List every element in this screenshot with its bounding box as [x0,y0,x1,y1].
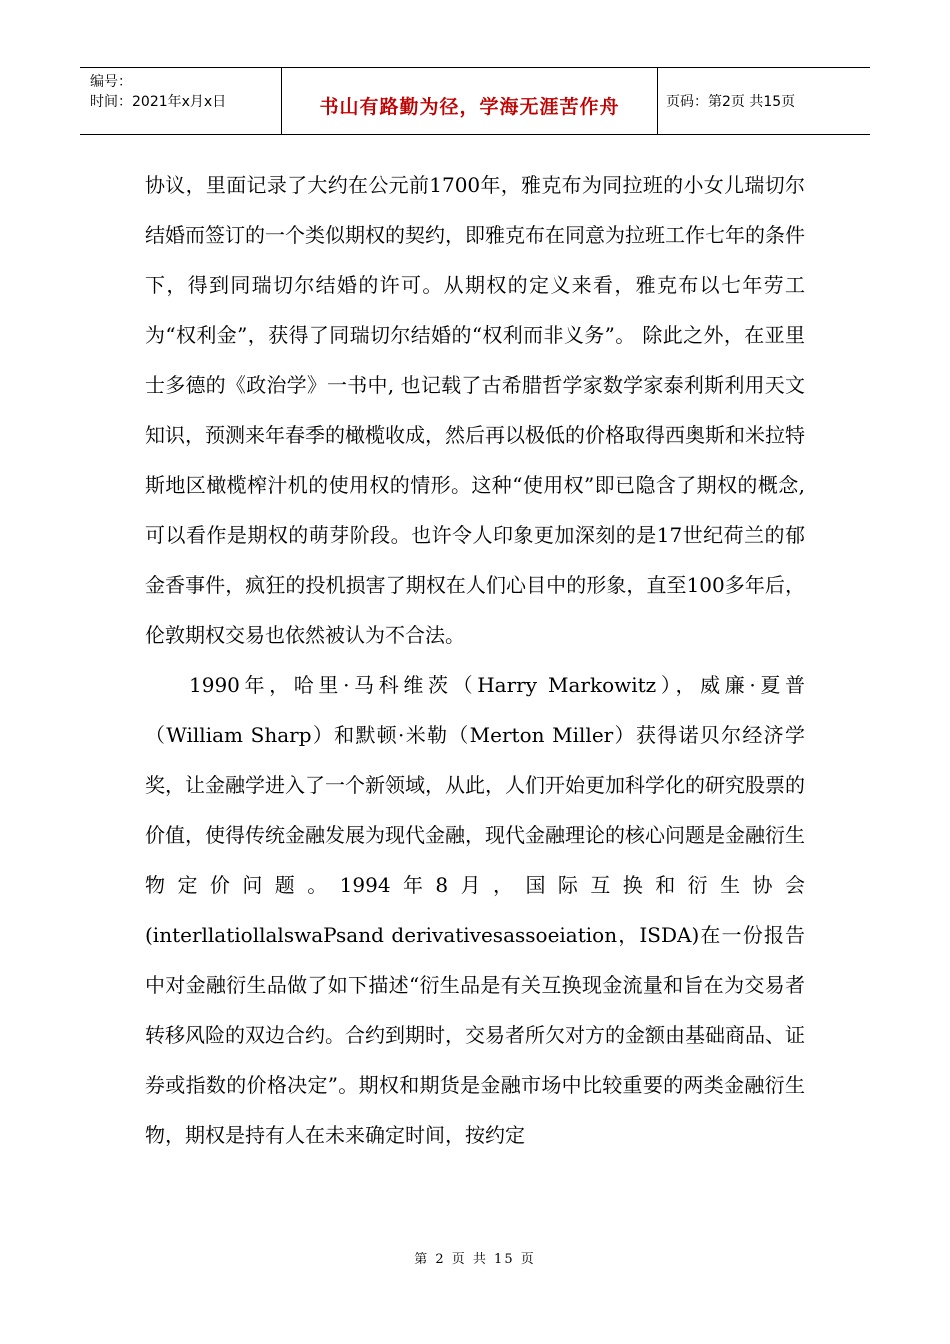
header-page-code-cell [658,68,870,134]
document-number-label: 编号： [90,74,132,90]
document-header [80,67,870,135]
header-meta [80,68,282,134]
document-body [145,160,805,1160]
body-paragraph: 1990年，哈里·马科维茨（Harry Markowitz），威廉·夏普（William Sharp）和默顿·米勒（Merton Miller）获得诺贝尔经济学奖，让金融学进入了一个新领域，从此，人们开始更加科学化的研究股票的价值，使得传统金融发展为现代金融，现代金融理论的核心问题是金融衍生物定价问题。1994年8月，国际互换和衍生协会(interllatiollalswaPsand derivativesassoeiation，ISDA)在一份报告中对金融衍生品做了如下描述“衍生品是有关互换现金流量和旨在为交易者转移风险的双边合约。合约到期时，交易者所欠对方的金额由基础商品、证券或指数的价格决定”。期权和期货是金融市场中比较重要的两类金融衍生物，期权是持有人在未来确定时间，按约定 [145,673,805,1147]
page-footer: 第 2 页 共 15 页 [414,1252,536,1267]
header-motto-cell [282,68,658,134]
document-time: 时间：2021年x月x日 [90,94,227,110]
header-page-code: 页码：第2页 共15页 [666,94,796,110]
header-motto: 书山有路勤为径，学海无涯苦作舟 [319,95,620,118]
body-paragraph: 协议，里面记录了大约在公元前1700年，雅克布为同拉班的小女儿瑞切尔结婚而签订的一个类似期权的契约，即雅克布在同意为拉班工作七年的条件下，得到同瑞切尔结婚的许可。从期权的定义来看，雅克布以七年劳工为“权利金”，获得了同瑞切尔结婚的“权利而非义务”。 除此之外，在亚里士多德的《政治学》一书中, 也记载了古希腊哲学家数学家泰利斯利用天文知识，预测来年春季的橄榄收成，然后再以极低的价格取得西奥斯和米拉特斯地区橄榄榨汁机的使用权的情形。这种“使用权”即已隐含了期权的概念, 可以看作是期权的萌芽阶段。也许令人印象更加深刻的是17世纪荷兰的郁金香事件，疯狂的投机损害了期权在人们心目中的形象，直至100多年后，伦敦期权交易也依然被认为不合法。 [145,173,805,647]
